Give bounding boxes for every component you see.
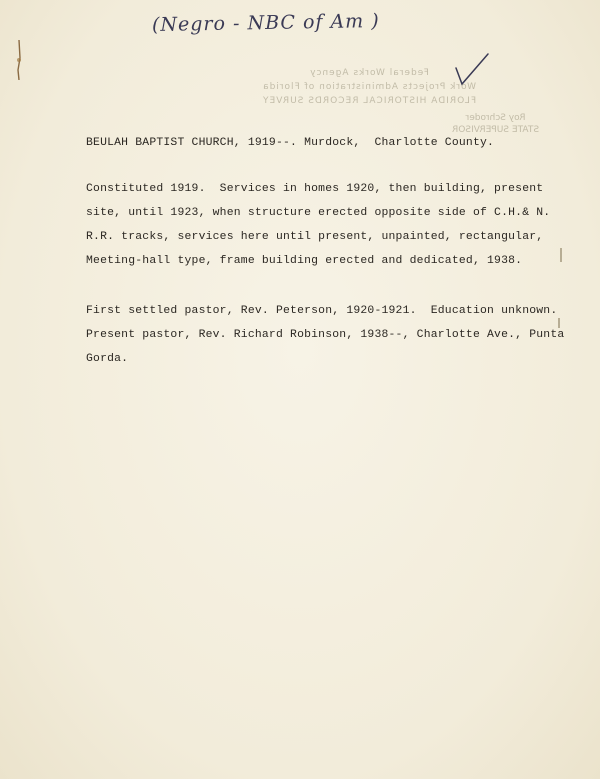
text-line: Meeting-hall type, frame building erected and dedicated, 1938. xyxy=(86,255,523,267)
text-line: R.R. tracks, services here until present, unpainted, rectangular, xyxy=(86,231,544,243)
pin-mark-icon xyxy=(12,40,26,80)
text-line: site, until 1923, when structure erected opposite side of C.H.& N. xyxy=(86,207,551,219)
agency-stamp xyxy=(262,66,476,108)
margin-mark xyxy=(560,248,562,262)
stamp-line: FLORIDA HISTORICAL RECORDS SURVEY xyxy=(262,96,477,106)
text-line: Constituted 1919. Services in homes 1920, then building, present xyxy=(86,183,544,195)
stamp-title: STATE SUPERVISOR xyxy=(452,125,540,135)
paragraph-history xyxy=(86,183,576,283)
document-heading: BEULAH BAPTIST CHURCH, 1919--. Murdock, Charlotte County. xyxy=(86,137,495,149)
margin-mark xyxy=(558,318,560,328)
text-line: Present pastor, Rev. Richard Robinson, 1938--, Charlotte Ave., Punta xyxy=(86,329,565,341)
stamp-signature: Roy Schroder xyxy=(465,113,526,123)
text-line: Gorda. xyxy=(86,353,129,365)
supervisor-stamp xyxy=(452,112,539,136)
text-line: First settled pastor, Rev. Peterson, 1920-1921. Education unknown. xyxy=(86,305,558,317)
stamp-line: Work Projects Administration of Florida xyxy=(262,82,476,92)
paragraph-pastors xyxy=(86,305,586,375)
stamp-line: Federal Works Agency xyxy=(309,68,429,78)
handwritten-note: (Negro - NBC of Am ) xyxy=(151,10,380,36)
